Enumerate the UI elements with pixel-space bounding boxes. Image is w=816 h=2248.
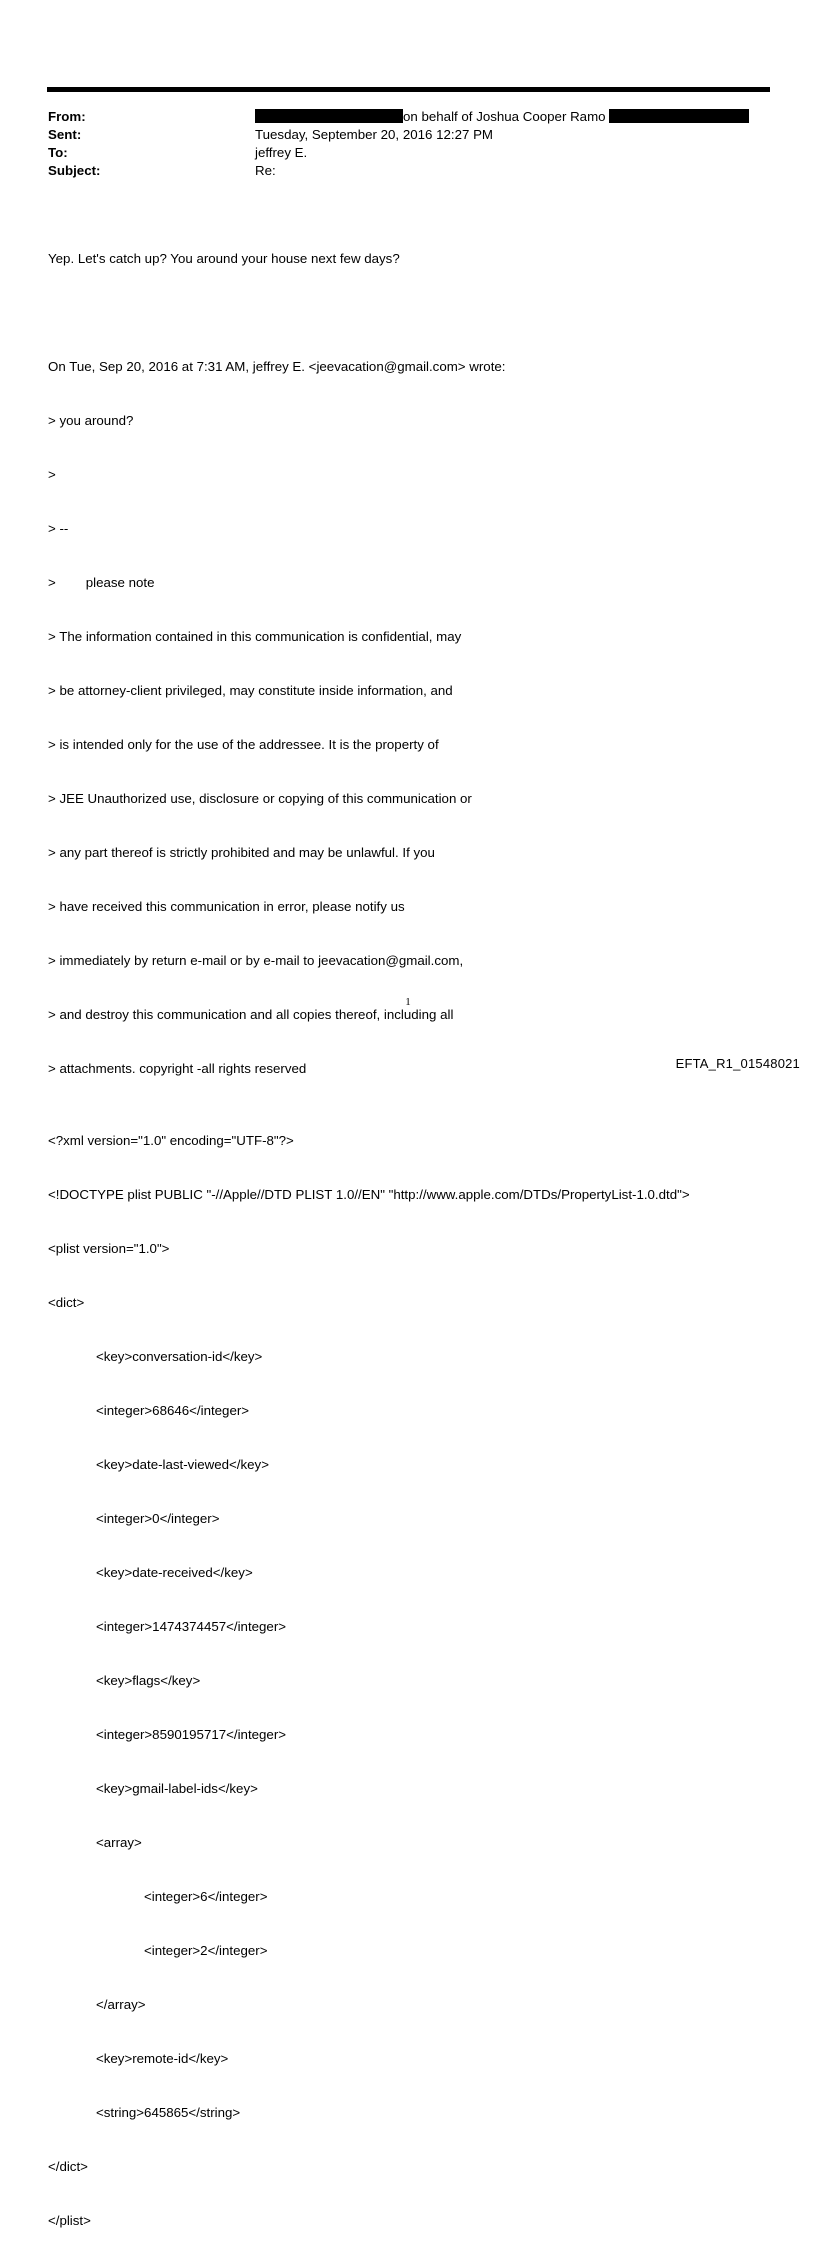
sent-row (48, 126, 768, 144)
subject-label: Subject: (48, 163, 101, 178)
quoted-line: > be attorney-client privileged, may constitute inside information, and (48, 683, 453, 698)
plist-line: <?xml version="1.0" encoding="UTF-8"?> (48, 1133, 294, 1148)
plist-line: </plist> (48, 2213, 91, 2228)
quoted-line: > is intended only for the use of the addressee. It is the property of (48, 737, 439, 752)
quoted-line: > and destroy this communication and all copies thereof, including all (48, 1007, 454, 1022)
plist-line: <!DOCTYPE plist PUBLIC "-//Apple//DTD PLIST 1.0//EN" "http://www.apple.com/DTDs/PropertyList-1.0.dtd"> (48, 1187, 690, 1202)
quoted-line: > The information contained in this communication is confidential, may (48, 629, 462, 644)
redaction-block (255, 109, 403, 123)
quoted-line: > -- (48, 521, 69, 536)
from-row (48, 108, 768, 126)
quoted-line: > (48, 467, 56, 482)
plist-line: <integer>0</integer> (96, 1511, 220, 1526)
plist-line: <string>645865</string> (96, 2105, 241, 2120)
note-text: please note (85, 575, 155, 590)
to-row (48, 144, 768, 162)
from-value (255, 108, 749, 126)
blank-line (48, 304, 690, 322)
plist-line: <key>date-last-viewed</key> (96, 1457, 269, 1472)
quoted-line: > immediately by return e-mail or by e-mail to jeevacation@gmail.com, (48, 953, 464, 968)
quoted-line: > attachments. copyright -all rights reserved (48, 1061, 307, 1076)
plist-line: <integer>8590195717</integer> (96, 1727, 287, 1742)
page-number: 1 (405, 996, 411, 1008)
plist-line: <key>date-received</key> (96, 1565, 253, 1580)
redaction-block (609, 109, 749, 123)
subject-row (48, 162, 768, 180)
plist-line: <key>conversation-id</key> (96, 1349, 263, 1364)
email-body (48, 214, 690, 2248)
to-label: To: (48, 145, 68, 160)
quoted-line (48, 574, 690, 592)
subject-value: Re: (255, 163, 276, 178)
plist-line: <integer>6</integer> (144, 1889, 268, 1904)
from-text: on behalf of Joshua Cooper Ramo (403, 109, 606, 124)
plist-line: </dict> (48, 2159, 88, 2174)
sent-value: Tuesday, September 20, 2016 12:27 PM (255, 127, 494, 142)
from-label: From: (48, 109, 86, 124)
reply-text: Yep. Let's catch up? You around your house next few days? (48, 251, 400, 266)
plist-line: <dict> (48, 1295, 85, 1310)
plist-line: <integer>68646</integer> (96, 1403, 250, 1418)
quoted-line: > you around? (48, 413, 134, 428)
header-divider (47, 87, 770, 92)
to-value: jeffrey E. (255, 145, 308, 160)
quoted-line: > any part thereof is strictly prohibited and may be unlawful. If you (48, 845, 435, 860)
plist-line: <array> (96, 1835, 142, 1850)
plist-line: <integer>2</integer> (144, 1943, 268, 1958)
plist-line: <integer>1474374457</integer> (96, 1619, 287, 1634)
sent-label: Sent: (48, 127, 82, 142)
document-id: EFTA_R1_01548021 (675, 1056, 800, 1071)
email-header (48, 108, 768, 180)
plist-line: <plist version="1.0"> (48, 1241, 170, 1256)
plist-line: <key>remote-id</key> (96, 2051, 229, 2066)
quoted-line: > have received this communication in error, please notify us (48, 899, 405, 914)
quoted-line: > JEE Unauthorized use, disclosure or copying of this communication or (48, 791, 472, 806)
plist-line: <key>flags</key> (96, 1673, 201, 1688)
plist-line: </array> (96, 1997, 146, 2012)
quote-marker: > (48, 575, 56, 590)
quote-intro: On Tue, Sep 20, 2016 at 7:31 AM, jeffrey E. <jeevacation@gmail.com> wrote: (48, 359, 506, 374)
plist-line: <key>gmail-label-ids</key> (96, 1781, 258, 1796)
